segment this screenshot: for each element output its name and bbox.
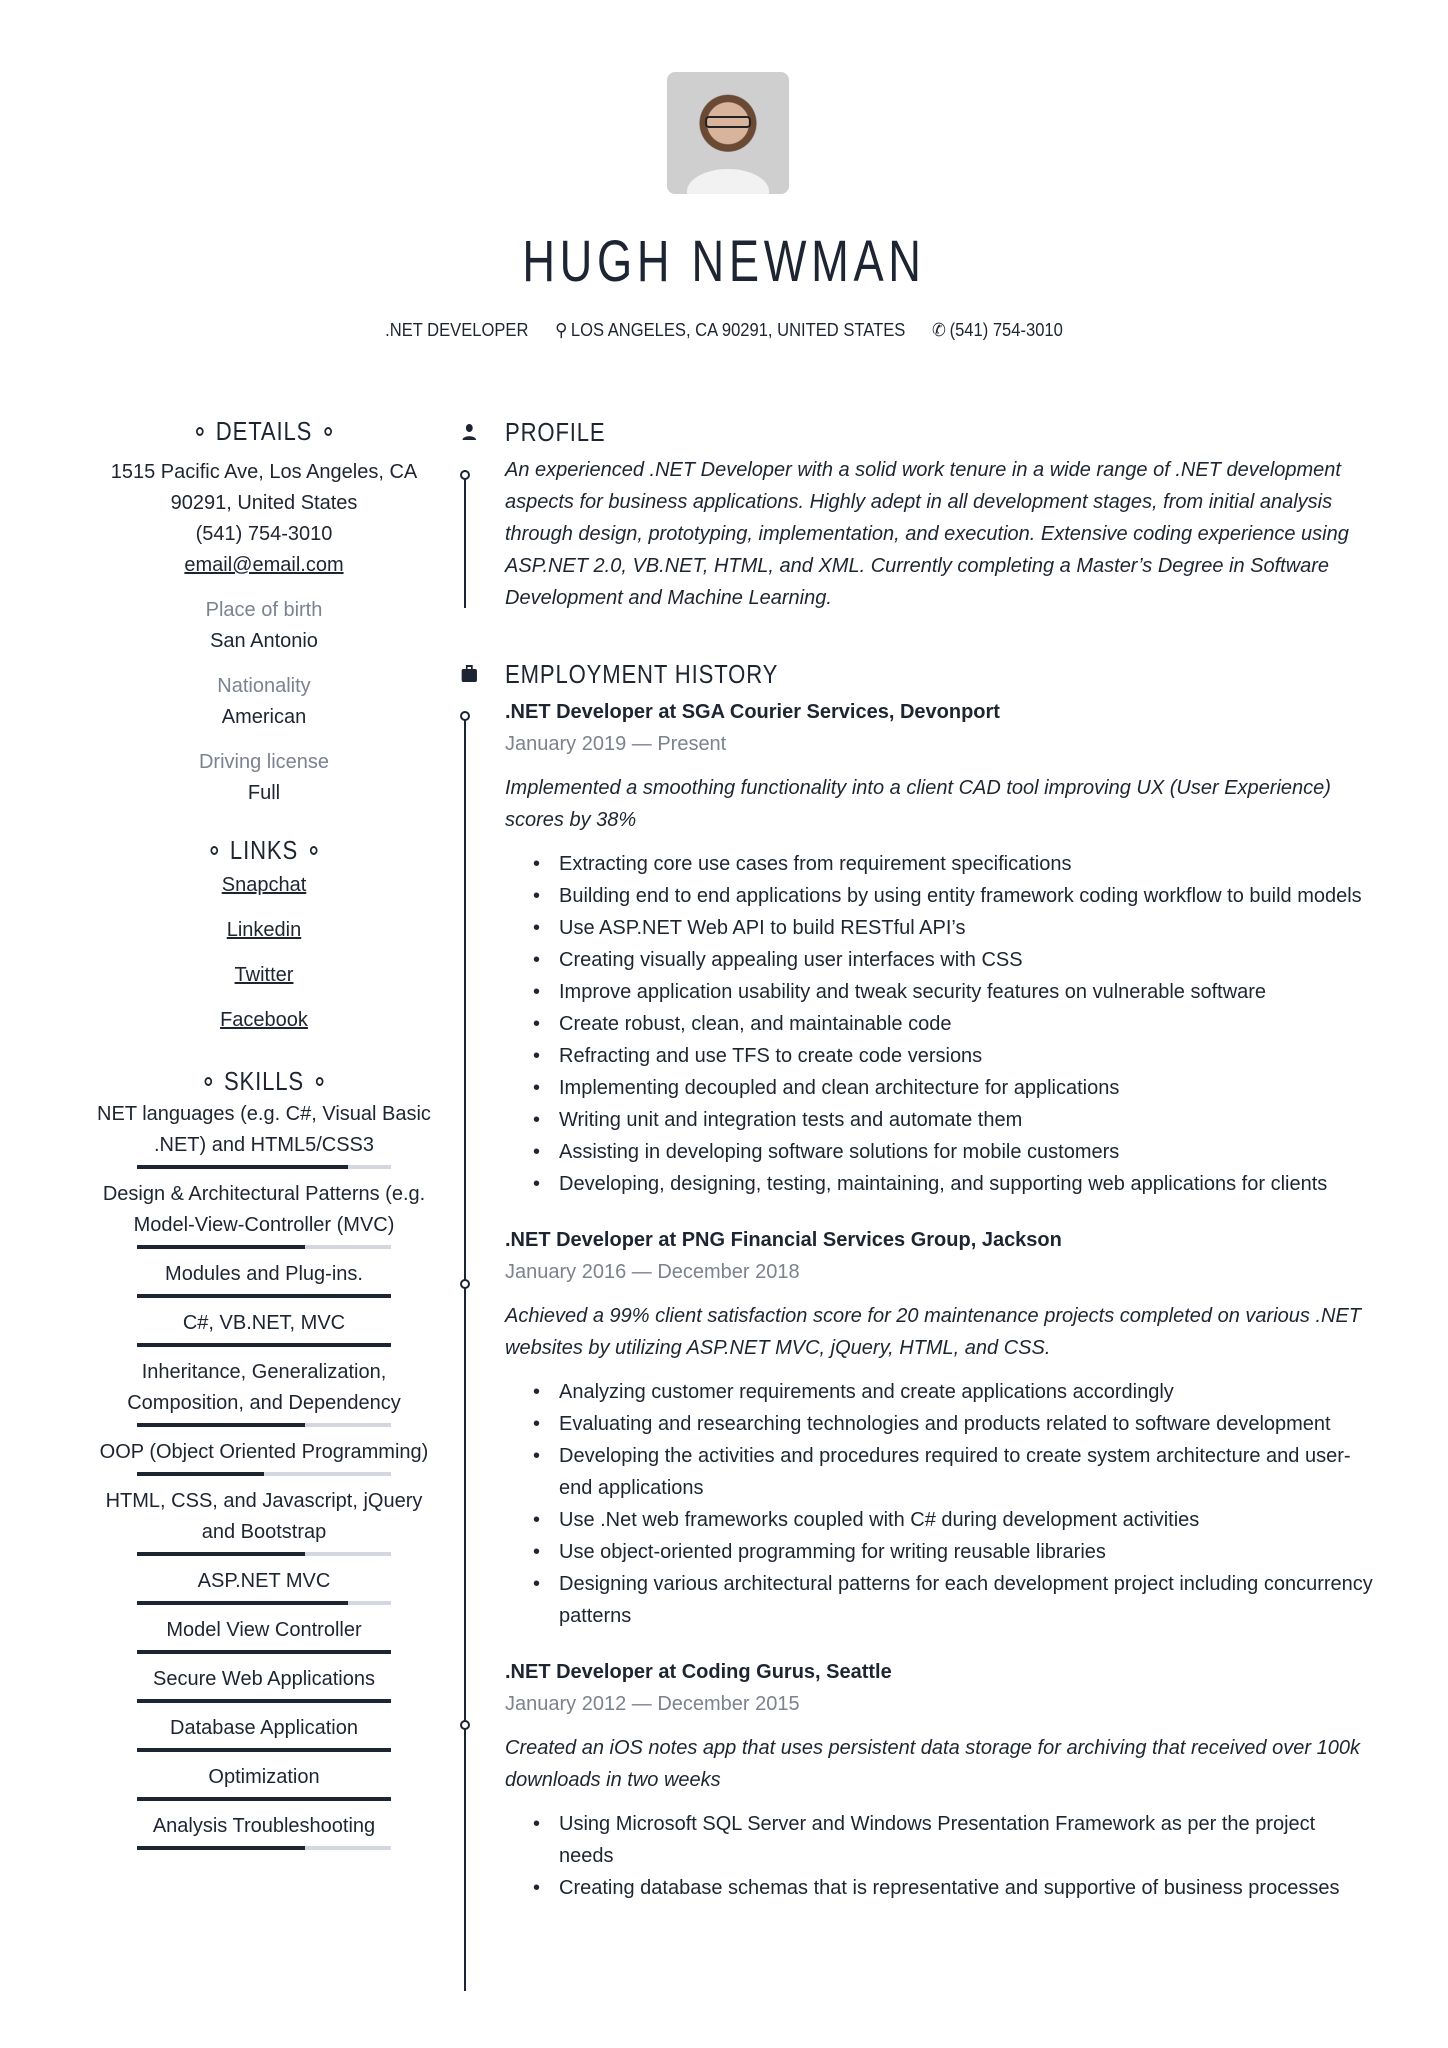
timeline-node xyxy=(460,711,470,721)
skill-name: ASP.NET MVC xyxy=(197,1570,331,1592)
job-dates: January 2019 — Present xyxy=(505,733,727,755)
briefcase-icon xyxy=(461,664,478,684)
details-heading: DETAILS xyxy=(118,416,410,447)
skills-heading: SKILLS xyxy=(118,1066,410,1097)
detail-value: American xyxy=(221,706,307,728)
job-bullets xyxy=(505,848,1375,1200)
job-title: .NET Developer at PNG Financial Services Group, Jackson xyxy=(505,1229,1062,1251)
main-content xyxy=(505,416,1375,1928)
skill-item xyxy=(92,1713,436,1752)
job-bullet: • Developing the activities and procedures required to create system architecture and user-end applications xyxy=(505,1440,1375,1504)
job-bullet: • Creating visually appealing user interfaces with CSS xyxy=(505,944,1375,976)
job-summary: Implemented a smoothing functionality into a client CAD tool improving UX (User Experience) scores by 38% xyxy=(505,777,1331,831)
job-bullet: • Implementing decoupled and clean architecture for applications xyxy=(505,1072,1375,1104)
job-dates: January 2016 — December 2018 xyxy=(505,1261,800,1283)
skill-level-bar xyxy=(137,1165,391,1169)
skill-name: Database Application xyxy=(170,1717,358,1739)
job-bullet: • Refracting and use TFS to create code versions xyxy=(505,1040,1375,1072)
skill-name: NET languages (e.g. C#, Visual Basic .NET) and HTML5/CSS3 xyxy=(97,1103,431,1156)
skill-level-fill xyxy=(137,1650,391,1654)
skill-level-fill xyxy=(137,1343,391,1347)
job-bullets xyxy=(505,1808,1375,1904)
person-icon xyxy=(461,422,478,442)
skill-level-bar xyxy=(137,1601,391,1605)
skill-name: Optimization xyxy=(208,1766,320,1788)
skill-name: Inheritance, Generalization, Composition, and Dependency xyxy=(127,1361,401,1414)
skill-item xyxy=(92,1615,436,1654)
skill-level-bar xyxy=(137,1423,391,1427)
skill-level-bar xyxy=(137,1748,391,1752)
skill-level-fill xyxy=(137,1699,391,1703)
employment-heading: EMPLOYMENT HISTORY xyxy=(505,659,779,689)
skill-level-fill xyxy=(137,1552,305,1556)
sidebar xyxy=(92,416,436,1850)
link-facebook[interactable]: Facebook xyxy=(220,1009,308,1031)
detail-label: Place of birth xyxy=(205,599,323,621)
links-heading: LINKS xyxy=(118,835,410,866)
link-snapchat[interactable]: Snapchat xyxy=(221,874,307,896)
detail-label: Driving license xyxy=(198,751,330,773)
job-summary: Created an iOS notes app that uses persistent data storage for archiving that received over 100k downloads in two weeks xyxy=(505,1737,1360,1791)
skill-item xyxy=(92,1566,436,1605)
job-bullet: • Evaluating and researching technologies and products related to software development xyxy=(505,1408,1375,1440)
link-linkedin[interactable]: Linkedin xyxy=(226,919,302,941)
profile-text: An experienced .NET Developer with a solid work tenure in a wide range of .NET development aspects for business applications. Highly adept in all development stages, from initial analysis through design, prototyping, implementation, and execution. Extensive coding experience using ASP.NET 2.0, VB.NET, HTML, and XML. Currently completing a Master’s Degree in Software Development and Machine Learning. xyxy=(505,459,1349,609)
details-phone: (541) 754-3010 xyxy=(195,523,333,545)
contact-line xyxy=(58,320,1390,341)
skill-level-fill xyxy=(137,1601,348,1605)
skill-level-bar xyxy=(137,1472,391,1476)
skill-level-fill xyxy=(137,1294,391,1298)
skill-name: HTML, CSS, and Javascript, jQuery and Bootstrap xyxy=(105,1490,423,1543)
timeline-line xyxy=(464,716,466,1991)
detail-value: San Antonio xyxy=(210,630,318,652)
skill-level-fill xyxy=(137,1423,305,1427)
skill-name: Secure Web Applications xyxy=(153,1668,375,1690)
skill-item xyxy=(92,1437,436,1476)
skill-level-bar xyxy=(137,1650,391,1654)
skill-level-bar xyxy=(137,1699,391,1703)
job-bullet: • Analyzing customer requirements and create applications accordingly xyxy=(505,1376,1375,1408)
job-bullets xyxy=(505,1376,1375,1632)
job-bullet: • Assisting in developing software solutions for mobile customers xyxy=(505,1136,1375,1168)
skill-item xyxy=(92,1486,436,1556)
candidate-name: HUGH NEWMAN xyxy=(522,229,926,294)
job-bullet: • Use ASP.NET Web API to build RESTful API’s xyxy=(505,912,1375,944)
profile-photo xyxy=(667,72,789,194)
job-title: .NET Developer at SGA Courier Services, Devonport xyxy=(505,701,1000,723)
skill-level-bar xyxy=(137,1797,391,1801)
skill-item xyxy=(92,1179,436,1249)
skill-level-bar xyxy=(137,1245,391,1249)
phone-icon: ✆ xyxy=(932,320,946,340)
skill-name: Analysis Troubleshooting xyxy=(152,1815,376,1837)
address-line-1: 1515 Pacific Ave, Los Angeles, CA xyxy=(110,461,418,483)
skill-level-fill xyxy=(137,1472,264,1476)
location: LOS ANGELES, CA 90291, UNITED STATES xyxy=(570,320,906,340)
email-link[interactable]: email@email.com xyxy=(184,554,344,576)
job-bullet: • Improve application usability and tweak security features on vulnerable software xyxy=(505,976,1375,1008)
skill-level-bar xyxy=(137,1343,391,1347)
skill-level-fill xyxy=(137,1165,348,1169)
job-title: .NET DEVELOPER xyxy=(385,320,529,340)
job-bullet: • Designing various architectural patterns for each development project including concurrency patterns xyxy=(505,1568,1375,1632)
skill-level-bar xyxy=(137,1846,391,1850)
location-pin-icon: ⚲ xyxy=(555,320,568,340)
address-line-2: 90291, United States xyxy=(170,492,358,514)
skill-name: OOP (Object Oriented Programming) xyxy=(99,1441,429,1463)
skill-item xyxy=(92,1811,436,1850)
phone: (541) 754-3010 xyxy=(949,320,1063,340)
timeline-line xyxy=(464,470,466,608)
job-bullet: • Use .Net web frameworks coupled with C# during development activities xyxy=(505,1504,1375,1536)
skill-name: C#, VB.NET, MVC xyxy=(182,1312,346,1334)
skill-level-fill xyxy=(137,1797,391,1801)
skill-item xyxy=(92,1762,436,1801)
skill-item xyxy=(92,1099,436,1169)
skill-level-fill xyxy=(137,1245,305,1249)
job-bullet: • Extracting core use cases from requirement specifications xyxy=(505,848,1375,880)
timeline-node xyxy=(460,470,470,480)
job-bullet: • Developing, designing, testing, maintaining, and supporting web applications for clients xyxy=(505,1168,1375,1200)
skill-item xyxy=(92,1259,436,1298)
skill-item xyxy=(92,1308,436,1347)
timeline-node xyxy=(460,1279,470,1289)
job-entry xyxy=(505,1224,1375,1632)
detail-value: Full xyxy=(247,782,281,804)
skill-level-bar xyxy=(137,1294,391,1298)
detail-label: Nationality xyxy=(217,675,311,697)
job-entry xyxy=(505,696,1375,1200)
job-dates: January 2012 — December 2015 xyxy=(505,1693,800,1715)
skill-name: Model View Controller xyxy=(166,1619,362,1641)
job-bullet: • Creating database schemas that is representative and supportive of business processes xyxy=(505,1872,1375,1904)
skill-level-fill xyxy=(137,1846,305,1850)
job-bullet: • Using Microsoft SQL Server and Windows Presentation Framework as per the project needs xyxy=(505,1808,1375,1872)
job-bullet: • Use object-oriented programming for writing reusable libraries xyxy=(505,1536,1375,1568)
link-twitter[interactable]: Twitter xyxy=(234,964,294,986)
job-title: .NET Developer at Coding Gurus, Seattle xyxy=(505,1661,892,1683)
skill-level-bar xyxy=(137,1552,391,1556)
job-bullet: • Writing unit and integration tests and automate them xyxy=(505,1104,1375,1136)
skill-name: Design & Architectural Patterns (e.g. Model-View-Controller (MVC) xyxy=(102,1183,426,1236)
skill-level-fill xyxy=(137,1748,391,1752)
skill-name: Modules and Plug-ins. xyxy=(165,1263,363,1285)
job-bullet: • Building end to end applications by using entity framework coding workflow to build models xyxy=(505,880,1375,912)
profile-heading: PROFILE xyxy=(505,417,606,447)
job-summary: Achieved a 99% client satisfaction score for 20 maintenance projects completed on various .NET websites by utilizing ASP.NET MVC, jQuery, HTML, and CSS. xyxy=(505,1305,1361,1359)
job-entry xyxy=(505,1656,1375,1904)
timeline-node xyxy=(460,1720,470,1730)
job-bullet: • Create robust, clean, and maintainable code xyxy=(505,1008,1375,1040)
skill-item xyxy=(92,1357,436,1427)
skill-item xyxy=(92,1664,436,1703)
